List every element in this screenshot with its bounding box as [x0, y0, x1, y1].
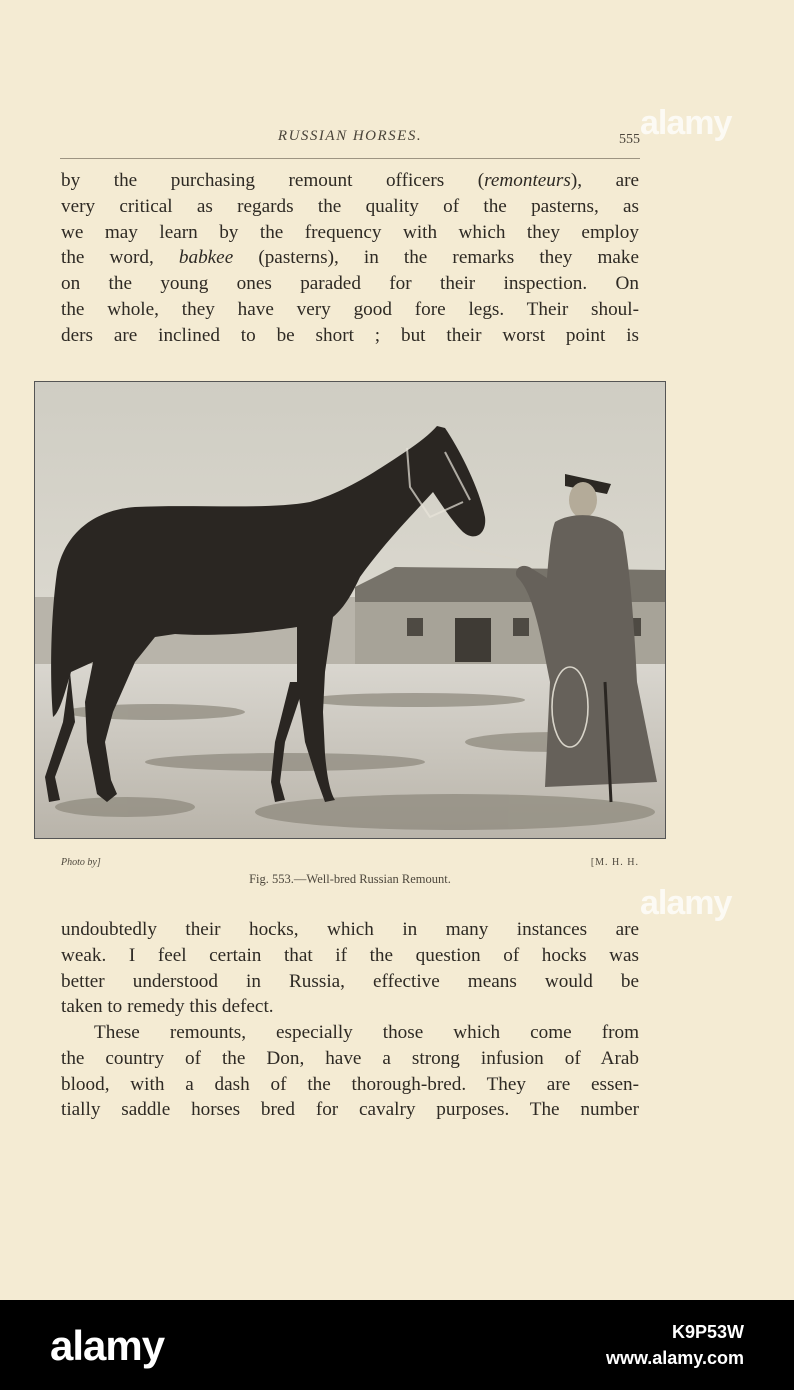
page-number: 555: [619, 132, 640, 147]
horse-photo-illustration: [35, 382, 665, 838]
text-line: undoubtedly their hocks, which in many instances are: [61, 919, 639, 940]
watermark: alamy: [640, 884, 732, 922]
text-line: blood, with a dash of the thorough-bred. They are essen-: [61, 1073, 639, 1095]
watermark: alamy: [640, 104, 732, 142]
text-line: weak. I feel certain that if the question of hocks was: [61, 944, 639, 966]
text-line: very critical as regards the quality of the pasterns, as: [61, 195, 639, 217]
text-line: by the purchasing remount officers (remonteurs), are: [61, 170, 639, 191]
text-line: the word, babkee (pasterns), in the remarks they make: [61, 247, 640, 269]
text-line: ders are inclined to be short ; but their worst point is: [61, 324, 639, 346]
text-line: better understood in Russia, effective means would be: [61, 970, 639, 992]
footer-logo: alamy: [50, 1322, 165, 1369]
image-id: K9P53W: [671, 1322, 744, 1342]
stock-footer-bar: [0, 1300, 794, 1390]
text-line: taken to remedy this defect.: [61, 996, 274, 1018]
paragraph-next: [61, 1020, 639, 1123]
italic-term: babkee: [178, 247, 234, 269]
paragraph-top: [61, 168, 639, 349]
running-title: RUSSIAN HORSES.: [277, 128, 423, 144]
text-line: tially saddle horses bred for cavalry purposes. The number: [61, 1099, 639, 1121]
header-rule: [60, 158, 640, 159]
text-line: the country of the Don, have a strong infusion of Arab: [61, 1047, 639, 1069]
running-head: [60, 128, 640, 150]
paragraph-bottom: [61, 917, 639, 1020]
photo-credit-left: Photo by]: [61, 857, 101, 868]
italic-term: remonteurs: [484, 170, 571, 191]
text-line: the whole, they have very good fore legs. Their shoul-: [61, 298, 639, 320]
text-line: we may learn by the frequency with which they employ: [61, 221, 639, 243]
figure-caption: Fig. 553.—Well-bred Russian Remount.: [249, 872, 451, 886]
text-line: These remounts, especially those which come from: [94, 1022, 639, 1043]
photo-plate: [34, 381, 666, 839]
photo-credit-right: [M. H. H.: [590, 857, 639, 868]
text-line: on the young ones paraded for their inspection. On: [61, 273, 639, 295]
footer-url: www.alamy.com: [605, 1348, 744, 1368]
